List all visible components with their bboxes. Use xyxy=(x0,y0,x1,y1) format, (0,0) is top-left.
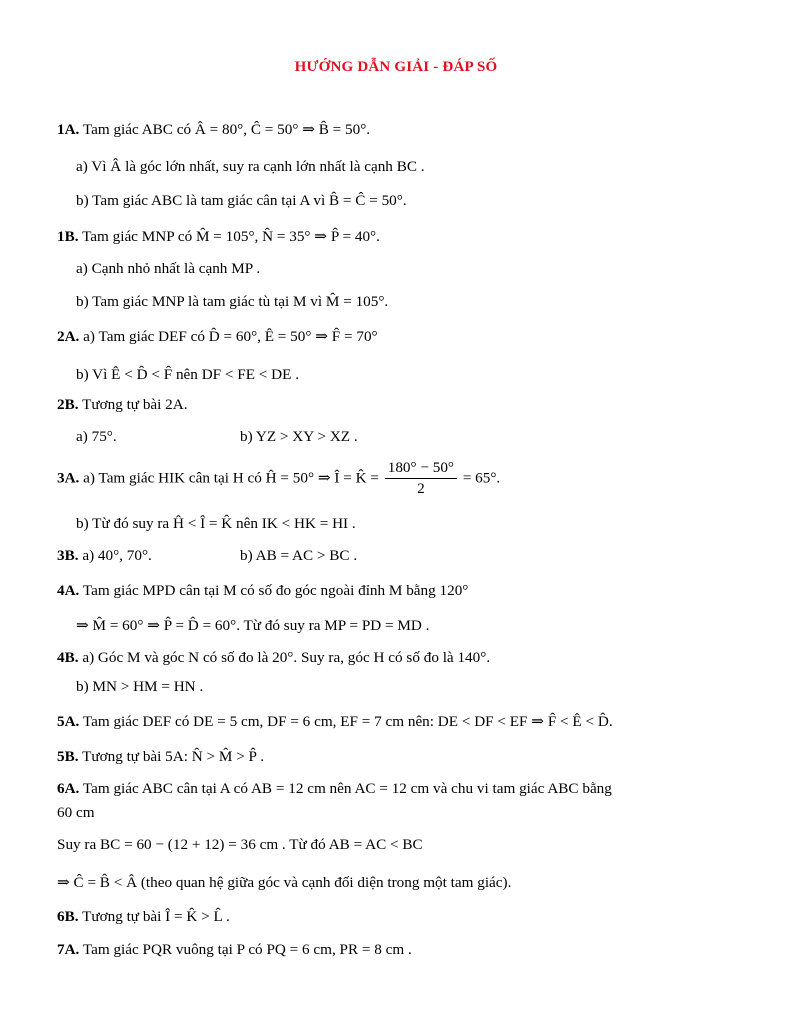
item-4a-continuation: ⇒ M̂ = 60° ⇒ P̂ = D̂ = 60°. Từ đó suy ra MP = PD = MD . xyxy=(76,617,430,634)
item-4b xyxy=(57,648,490,668)
item-text: a) Góc M và góc N có số đo là 20°. Suy ra, góc H có số đo là 140°. xyxy=(82,649,491,666)
fraction xyxy=(385,458,457,499)
item-text: Tam giác DEF có DE = 5 cm, DF = 6 cm, EF = 7 cm nên: DE < DF < EF ⇒ F̂ < Ê < D̂. xyxy=(82,713,613,730)
item-label: 7A. xyxy=(57,941,80,958)
item-text: Tam giác MNP có M̂ = 105°, N̂ = 35° ⇒ P̂ = 40°. xyxy=(82,228,380,245)
item-1a xyxy=(57,120,370,140)
item-2b-part-a: a) 75°. xyxy=(76,428,117,445)
item-6a xyxy=(57,779,612,799)
item-label: 2A. xyxy=(57,328,80,345)
item-3a xyxy=(57,458,500,499)
item-4a xyxy=(57,581,468,601)
item-3a-part-b: b) Từ đó suy ra Ĥ < Î = K̂ nên IK < HK = HI . xyxy=(76,515,356,532)
item-label: 3A. xyxy=(57,469,80,487)
item-6a-line3: Suy ra BC = 60 − (12 + 12) = 36 cm . Từ đó AB = AC < BC xyxy=(57,836,423,853)
page-title: HƯỚNG DẪN GIẢI - ĐÁP SỐ xyxy=(294,59,498,75)
item-text: a) 40°, 70°. xyxy=(82,547,152,564)
item-text: Tương tự bài 5A: N̂ > M̂ > P̂ . xyxy=(82,748,265,765)
item-label: 6B. xyxy=(57,908,79,925)
item-7a xyxy=(57,940,412,960)
item-text: Tam giác ABC có Â = 80°, Ĉ = 50° ⇒ B̂ = 50°. xyxy=(82,121,371,138)
item-6a-line2: 60 cm xyxy=(57,804,95,821)
item-label: 3B. xyxy=(57,547,79,564)
item-4b-part-b: b) MN > HM = HN . xyxy=(76,678,204,695)
item-5a xyxy=(57,712,613,732)
item-text: Tam giác ABC cân tại A có AB = 12 cm nên AC = 12 cm và chu vi tam giác ABC bằng xyxy=(82,780,612,797)
item-label: 2B. xyxy=(57,396,79,413)
item-label: 4A. xyxy=(57,582,80,599)
item-text: a) Tam giác DEF có D̂ = 60°, Ê = 50° ⇒ F̂ = 70° xyxy=(83,328,378,345)
item-label: 1A. xyxy=(57,121,80,138)
item-1b xyxy=(57,227,380,247)
item-label: 5B. xyxy=(57,748,79,765)
item-3b-part-b: b) AB = AC > BC . xyxy=(240,547,358,564)
item-1a-part-b: b) Tam giác ABC là tam giác cân tại A vì B̂ = Ĉ = 50°. xyxy=(76,192,407,209)
item-1b-part-a: a) Cạnh nhỏ nhất là cạnh MP . xyxy=(76,260,261,277)
item-text: Tam giác PQR vuông tại P có PQ = 6 cm, PR = 8 cm . xyxy=(82,941,412,958)
item-label: 4B. xyxy=(57,649,79,666)
item-6b xyxy=(57,907,230,927)
item-1b-part-b: b) Tam giác MNP là tam giác tù tại M vì M̂ = 105°. xyxy=(76,293,389,310)
item-label: 5A. xyxy=(57,713,80,730)
item-text: Tương tự bài Î = K̂ > L̂ . xyxy=(82,908,230,925)
item-text: a) Tam giác HIK cân tại H có Ĥ = 50° ⇒ Î = K̂ = xyxy=(83,469,379,487)
item-5b xyxy=(57,747,264,767)
item-2a-part-b: b) Vì Ê < D̂ < F̂ nên DF < FE < DE . xyxy=(76,366,299,383)
item-2a xyxy=(57,327,378,347)
item-text: Tam giác MPD cân tại M có số đo góc ngoài đỉnh M bằng 120° xyxy=(82,582,469,599)
item-label: 6A. xyxy=(57,780,80,797)
item-text: Tương tự bài 2A. xyxy=(82,396,188,413)
item-1a-part-a: a) Vì Â là góc lớn nhất, suy ra cạnh lớn nhất là cạnh BC . xyxy=(76,158,425,175)
item-text-end: = 65°. xyxy=(462,469,501,487)
item-label: 1B. xyxy=(57,228,79,245)
fraction-denominator: 2 xyxy=(417,480,425,497)
item-2b-part-b: b) YZ > XY > XZ . xyxy=(240,428,358,445)
item-3b xyxy=(57,546,152,566)
item-6a-line4: ⇒ Ĉ = B̂ < Â (theo quan hệ giữa góc và cạnh đối diện trong một tam giác). xyxy=(57,874,512,891)
item-2b xyxy=(57,395,188,415)
fraction-numerator: 180° − 50° xyxy=(385,458,457,479)
